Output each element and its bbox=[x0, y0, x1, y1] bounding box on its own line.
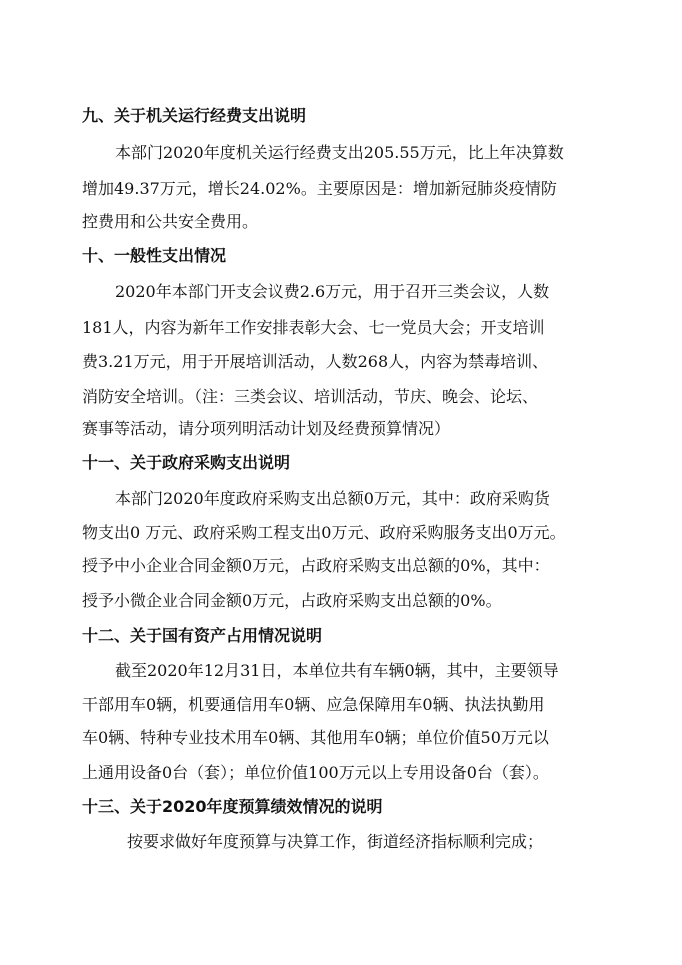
section-9-heading: 九、关于机关运行经费支出说明 bbox=[82, 106, 307, 125]
section-9-line-1: 本部门2020年度机关运行经费支出205.55万元，比上年决算数 bbox=[115, 143, 564, 162]
section-10-line-5: 赛事等活动，请分项列明活动计划及经费预算情况） bbox=[82, 419, 451, 438]
section-12-heading: 十二、关于国有资产占用情况说明 bbox=[82, 626, 323, 645]
section-12-line-3: 车0辆、特种专业技术用车0辆、其他用车0辆；单位价值50万元以 bbox=[82, 728, 549, 747]
section-12-line-2: 干部用车0辆，机要通信用车0辆、应急保障用车0辆、执法执勤用 bbox=[82, 695, 545, 714]
section-10-heading: 十、一般性支出情况 bbox=[82, 246, 227, 265]
section-11-line-4: 授予小微企业合同金额0万元，占政府采购支出总额的0%。 bbox=[82, 591, 502, 610]
section-13-line-1: 按要求做好年度预算与决算工作，街道经济指标顺利完成； bbox=[127, 832, 544, 851]
section-10-line-2: 181人，内容为新年工作安排表彰大会、七一党员大会；开支培训 bbox=[82, 318, 545, 337]
section-9-line-2: 增加49.37万元，增长24.02%。主要原因是：增加新冠肺炎疫情防 bbox=[82, 179, 557, 198]
section-11-heading: 十一、关于政府采购支出说明 bbox=[82, 453, 291, 472]
section-11-line-3: 授予中小企业合同金额0万元，占政府采购支出总额的0%，其中： bbox=[82, 556, 550, 575]
section-10-line-4: 消防安全培训。（注：三类会议、培训活动，节庆、晚会、论坛、 bbox=[82, 387, 539, 406]
section-12-line-1: 截至2020年12月31日，本单位共有车辆0辆，其中，主要领导 bbox=[115, 661, 559, 680]
section-9-line-3: 控费用和公共安全费用。 bbox=[82, 212, 259, 231]
section-10-line-3: 费3.21万元，用于开展培训活动，人数268人，内容为禁毒培训、 bbox=[82, 352, 549, 371]
section-11-line-2: 物支出0 万元、政府采购工程支出0万元、政府采购服务支出0万元。 bbox=[82, 523, 566, 542]
section-10-line-1: 2020年本部门开支会议费2.6万元，用于召开三类会议，人数 bbox=[115, 282, 550, 301]
section-12-line-4: 上通用设备0台（套）；单位价值100万元以上专用设备0台（套）。 bbox=[82, 763, 549, 782]
section-13-heading: 十三、关于2020年度预算绩效情况的说明 bbox=[82, 797, 383, 816]
section-11-line-1: 本部门2020年度政府采购支出总额0万元，其中：政府采购货 bbox=[115, 489, 550, 508]
